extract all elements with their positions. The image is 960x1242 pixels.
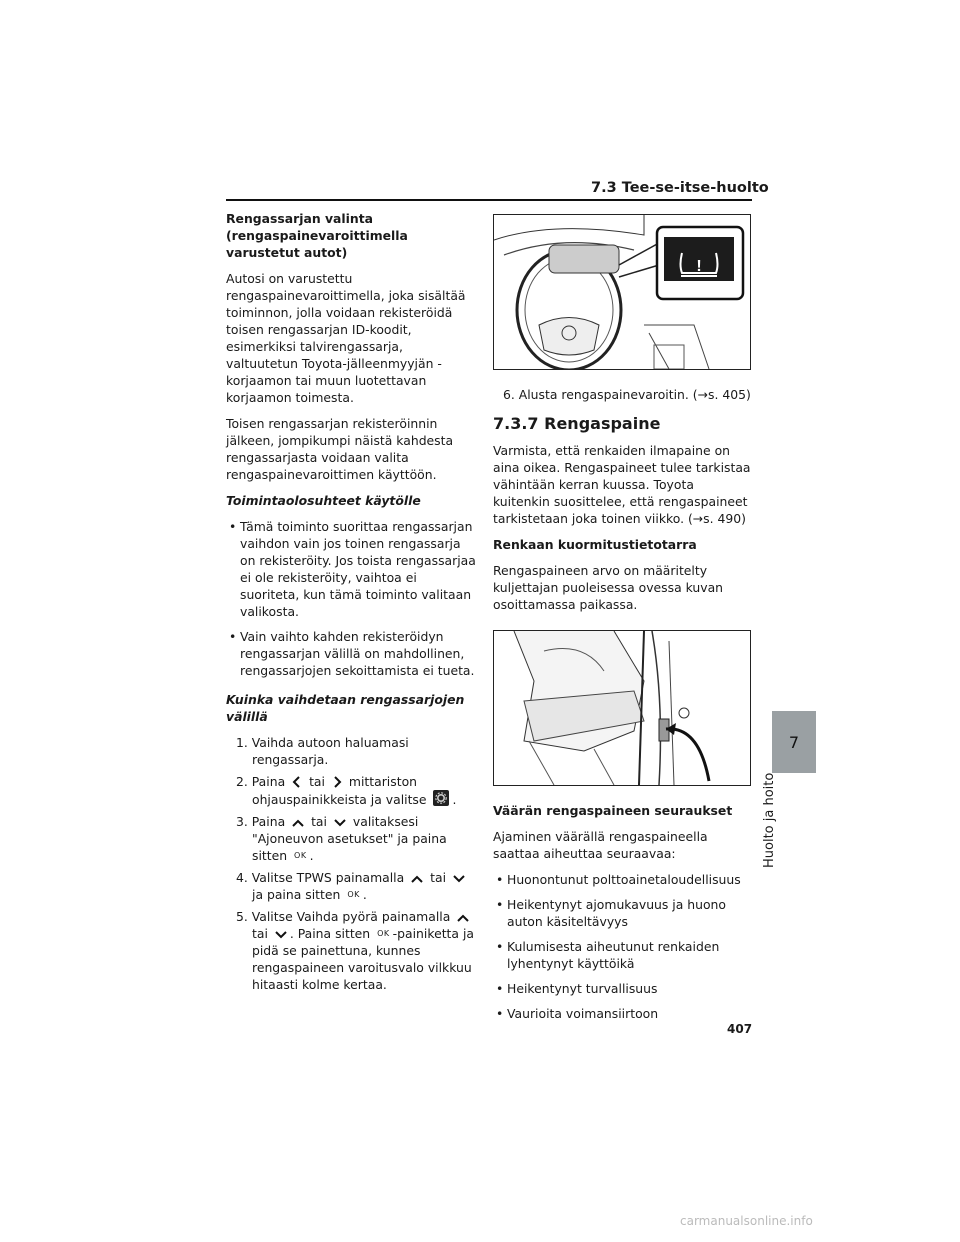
- svg-text:!: !: [696, 258, 702, 275]
- list-item: • Huonontunut polttoainetaloudellisuus: [493, 871, 751, 888]
- paragraph: Toisen rengassarjan rekisteröinnin jälkeen, jompikumpi näistä kahdesta rengassarjasta voidaan valita rengaspainevaroittimen käyttöön.: [226, 416, 454, 482]
- step-text: -painiketta ja pidä se painettuna, kunnes rengaspaineen varoitusvalo vilkkuu hitaasti kolme kertaa.: [252, 926, 474, 992]
- chevron-left-icon: [292, 776, 302, 788]
- subheading-wrong-pressure: Väärän rengaspaineen seuraukset: [493, 803, 733, 818]
- step-text: .: [362, 887, 367, 902]
- chevron-up-icon: [411, 874, 423, 884]
- step-text: mittariston ohjauspainikkeista ja valitse: [252, 774, 427, 807]
- header-rule: [226, 199, 752, 201]
- chevron-down-icon: [334, 818, 346, 828]
- subheading-how-to: Kuinka vaihdetaan rengassarjojen välillä: [226, 692, 465, 724]
- step-text: .: [452, 792, 457, 807]
- dashboard-illustration: [493, 214, 751, 370]
- list-item: • Vain vaihto kahden rekisteröidyn rengassarjan välillä on mahdollinen, rengassarjojen sekoittamista ei tueta.: [226, 628, 478, 679]
- step-4: [236, 869, 478, 903]
- paragraph: Varmista, että renkaiden ilmapaine on aina oikea. Rengaspaineet tulee tarkistaa vähintään kerran kuussa. Toyota kuitenkin suosittelee, että rengaspaineet tarkistetaan joka toinen viikko. (→s. 490): [493, 443, 751, 526]
- step-text: valitaksesi "Ajoneuvon asetukset" ja paina sitten: [252, 814, 447, 863]
- subheading-load-label: Renkaan kuormitustietotarra: [493, 537, 697, 552]
- watermark: carmanualsonline.info: [680, 1214, 813, 1228]
- paragraph: Autosi on varustettu rengaspainevaroittimella, joka sisältää toiminnon, jolla voidaan rekisteröidä toisen rengassarjan ID-koodit, esimerkiksi talvirengassarja, valtuutetun Toyota-jälleenmyyjän -korjaamon tai muun luotettavan korjaamon toimesta.: [226, 271, 466, 405]
- step-text: tai: [309, 774, 325, 789]
- section-title-tire-pressure: 7.3.7 Rengaspaine: [493, 414, 661, 433]
- list-item: • Tämä toiminto suorittaa rengassarjan vaihdon vain jos toinen rengassarja on rekisteröity. Jos toista rengassarjaa ei ole rekisteröity, vaihtoa ei suoriteta, kun tämä toiminto valitaan valikosta.: [226, 518, 478, 620]
- list-item: • Vaurioita voimansiirtoon: [493, 1005, 751, 1022]
- section-header: 7.3 Tee-se-itse-huolto: [591, 180, 769, 196]
- step-text: tai: [430, 870, 447, 885]
- chapter-tab-number: 7: [788, 733, 800, 752]
- list-item: • Heikentynyt turvallisuus: [493, 980, 751, 997]
- step-text: 2. Paina: [236, 774, 286, 789]
- step-text: 4. Valitse TPWS painamalla: [236, 870, 405, 885]
- step-text: ja paina sitten: [252, 887, 341, 902]
- right-column: [493, 214, 751, 1030]
- chevron-down-icon: [275, 930, 287, 940]
- paragraph: Ajaminen väärällä rengaspaineella saattaa aiheuttaa seuraavaa:: [493, 829, 708, 861]
- step-1: 1. Vaihda autoon haluamasi rengassarja.: [236, 735, 409, 767]
- step-text: tai: [252, 926, 268, 941]
- step-2: [236, 773, 478, 808]
- door-label-illustration: [493, 630, 751, 786]
- chevron-right-icon: [332, 776, 342, 788]
- step-3: [236, 813, 478, 864]
- chevron-up-icon: [292, 818, 304, 828]
- chapter-side-label: Huolto ja hoito: [762, 772, 777, 868]
- ok-button-icon: OK: [377, 929, 390, 938]
- settings-gear-icon: [433, 790, 449, 806]
- list-item: • Kulumisesta aiheutunut renkaiden lyhentynyt käyttöikä: [493, 938, 751, 972]
- step-text: 5. Valitse Vaihda pyörä painamalla: [236, 909, 451, 924]
- step-text: 3. Paina: [236, 814, 286, 829]
- step-text: . Paina sitten: [289, 926, 371, 941]
- step-6: 6. Alusta rengaspainevaroitin. (→s. 405): [503, 387, 751, 402]
- step-text: tai: [311, 814, 327, 829]
- step-5: [236, 908, 478, 993]
- list-item: • Heikentynyt ajomukavuus ja huono auton käsiteltävyys: [493, 896, 751, 930]
- subheading-conditions: Toimintaolosuhteet käytölle: [226, 493, 421, 508]
- left-column: [226, 210, 478, 998]
- step-text: .: [309, 848, 314, 863]
- ok-button-icon: OK: [294, 851, 307, 860]
- page-number: 407: [727, 1022, 753, 1036]
- chevron-down-icon: [453, 874, 465, 884]
- paragraph: Rengaspaineen arvo on määritelty kuljettajan puoleisessa ovessa kuvan osoittamassa paikassa.: [493, 563, 724, 612]
- ok-button-icon: OK: [347, 890, 360, 899]
- chevron-up-icon: [457, 913, 469, 923]
- heading-tire-set: Rengassarjan valinta (rengaspainevaroittimella varustetut autot): [226, 211, 408, 260]
